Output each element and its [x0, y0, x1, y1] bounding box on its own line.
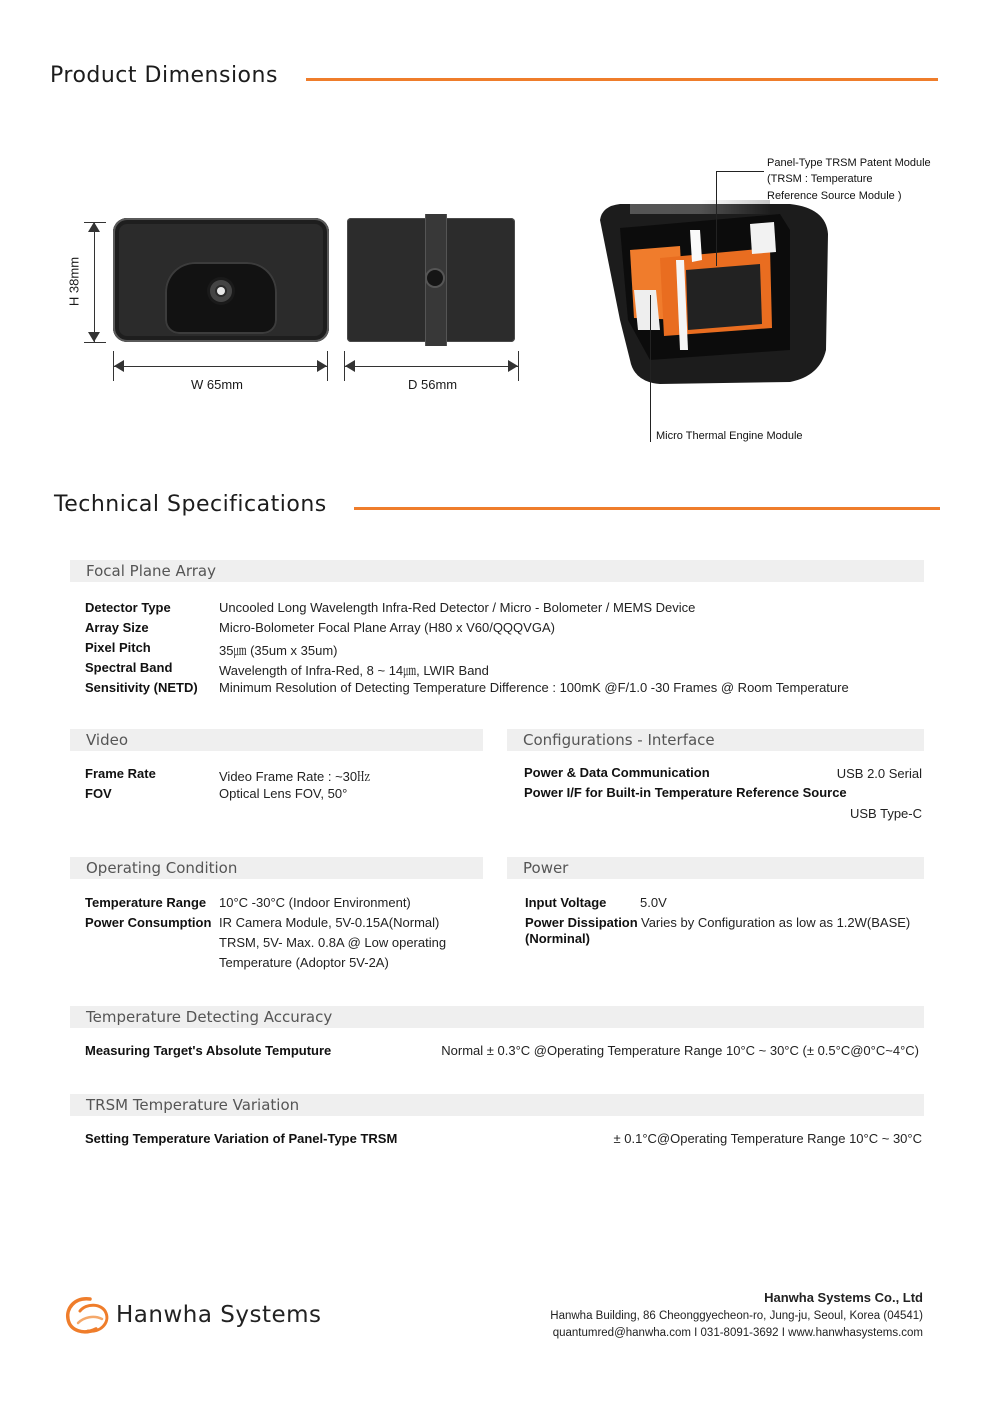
- spec-value: Optical Lens FOV, 50°: [219, 786, 348, 801]
- hanwha-logo-icon: [64, 1295, 112, 1337]
- lens-window: [165, 262, 277, 334]
- title-rule: [306, 78, 938, 81]
- product-dimensions-title: Product Dimensions: [50, 63, 278, 88]
- camera-side-view: [347, 218, 515, 342]
- spec-value: Varies by Configuration as low as 1.2W(BASE): [641, 915, 911, 930]
- section-header-temperature-accuracy: Temperature Detecting Accuracy: [70, 1006, 924, 1028]
- width-dim-line: [114, 366, 327, 367]
- spec-value: 35㎛ (35um x 35um): [219, 643, 338, 658]
- spec-value: TRSM, 5V- Max. 0.8A @ Low operating: [219, 935, 447, 950]
- screw-hole-icon: [427, 270, 443, 286]
- spec-label: Pixel Pitch: [85, 640, 151, 655]
- title-rule: [354, 507, 940, 510]
- spec-value: 5.0V: [640, 895, 667, 910]
- spec-label: Temperature Range: [85, 895, 207, 910]
- section-header-trsm-variation: TRSM Temperature Variation: [70, 1094, 924, 1116]
- spec-value: Micro-Bolometer Focal Plane Array (H80 x V60/QQQVGA): [219, 620, 555, 635]
- spec-value: USB 2.0 Serial: [836, 766, 922, 781]
- callout-trsm-line2: (TRSM : Temperature: [767, 173, 873, 185]
- spec-label: Power Dissipation: [525, 915, 638, 930]
- lens-icon: [210, 280, 232, 302]
- section-header-focal-plane-array: Focal Plane Array: [70, 560, 924, 582]
- company-contact: quantumred@hanwha.com I 031-8091-3692 I www.hanwhasystems.com: [552, 1327, 923, 1339]
- arrow-right-icon: [317, 360, 327, 372]
- spec-label: (Norminal): [525, 931, 590, 946]
- callout-line-trsm-horizontal: [716, 171, 764, 172]
- spec-label: Power Consumption: [85, 915, 212, 930]
- spec-value: Normal ± 0.3°C @Operating Temperature Range 10°C ~ 30°C (± 0.5°C@0°C~4°C): [441, 1043, 919, 1058]
- callout-trsm-line1: Panel-Type TRSM Patent Module: [767, 157, 931, 169]
- spec-value: Minimum Resolution of Detecting Temperature Difference : 100mK @F/1.0 -30 Frames @ Room Temperature: [219, 680, 849, 695]
- depth-label: D 56mm: [408, 377, 458, 392]
- width-label: W 65mm: [191, 377, 243, 392]
- thermal-module-illustration: [590, 200, 830, 385]
- spec-label: Detector Type: [85, 600, 171, 615]
- callout-line-trsm-vertical: [716, 171, 717, 266]
- spec-value: Video Frame Rate : ~30㎐: [219, 769, 371, 784]
- arrow-down-icon: [88, 332, 100, 342]
- spec-label: Sensitivity (NETD): [85, 680, 198, 695]
- company-address: Hanwha Building, 86 Cheonggyecheon-ro, Jung-ju, Seoul, Korea (04541): [550, 1310, 923, 1322]
- spec-value: ± 0.1°C@Operating Temperature Range 10°C ~ 30°C: [613, 1131, 922, 1146]
- spec-value: 10°C -30°C (Indoor Environment): [219, 895, 411, 910]
- depth-dim-line: [345, 366, 518, 367]
- spec-value: Uncooled Long Wavelength Infra-Red Detector / Micro - Bolometer / MEMS Device: [219, 600, 696, 615]
- technical-specifications-title: Technical Specifications: [54, 492, 327, 517]
- section-header-video: Video: [70, 729, 483, 751]
- spec-label: Setting Temperature Variation of Panel-Type TRSM: [85, 1131, 398, 1146]
- company-name: Hanwha Systems Co., Ltd: [764, 1290, 923, 1305]
- spec-label: Power & Data Communication: [524, 765, 710, 780]
- spec-label: Array Size: [85, 620, 149, 635]
- section-header-configurations: Configurations - Interface: [507, 729, 924, 751]
- depth-dim-cap-right: [518, 351, 519, 381]
- width-dim-cap-right: [327, 351, 328, 381]
- arrow-left-icon: [114, 360, 124, 372]
- arrow-left-icon: [345, 360, 355, 372]
- height-dim-line: [94, 222, 95, 342]
- brand-logo-text: Hanwha Systems: [116, 1302, 322, 1328]
- spec-value: Temperature (Adoptor 5V-2A): [219, 955, 389, 970]
- callout-engine: Micro Thermal Engine Module: [656, 430, 803, 442]
- spec-label: Frame Rate: [85, 766, 156, 781]
- callout-trsm-line3: Reference Source Module ): [767, 190, 902, 202]
- spec-label: Spectral Band: [85, 660, 173, 675]
- spec-value: IR Camera Module, 5V-0.15A(Normal): [219, 915, 440, 930]
- callout-line-engine: [650, 295, 651, 442]
- arrow-right-icon: [508, 360, 518, 372]
- spec-label: Power I/F for Built-in Temperature Reference Source: [524, 785, 847, 800]
- camera-front-view: [113, 218, 329, 342]
- arrow-up-icon: [88, 222, 100, 232]
- spec-value: USB Type-C: [849, 806, 922, 821]
- height-label: H 38mm: [66, 256, 82, 307]
- spec-label: Measuring Target's Absolute Temputure: [85, 1043, 332, 1058]
- spec-value: Wavelength of Infra-Red, 8 ~ 14㎛, LWIR Band: [219, 663, 489, 678]
- section-header-operating-condition: Operating Condition: [70, 857, 483, 879]
- spec-label: Input Voltage: [525, 895, 607, 910]
- spec-label: FOV: [85, 786, 112, 801]
- height-dim-cap-bottom: [84, 342, 106, 343]
- section-header-power: Power: [507, 857, 924, 879]
